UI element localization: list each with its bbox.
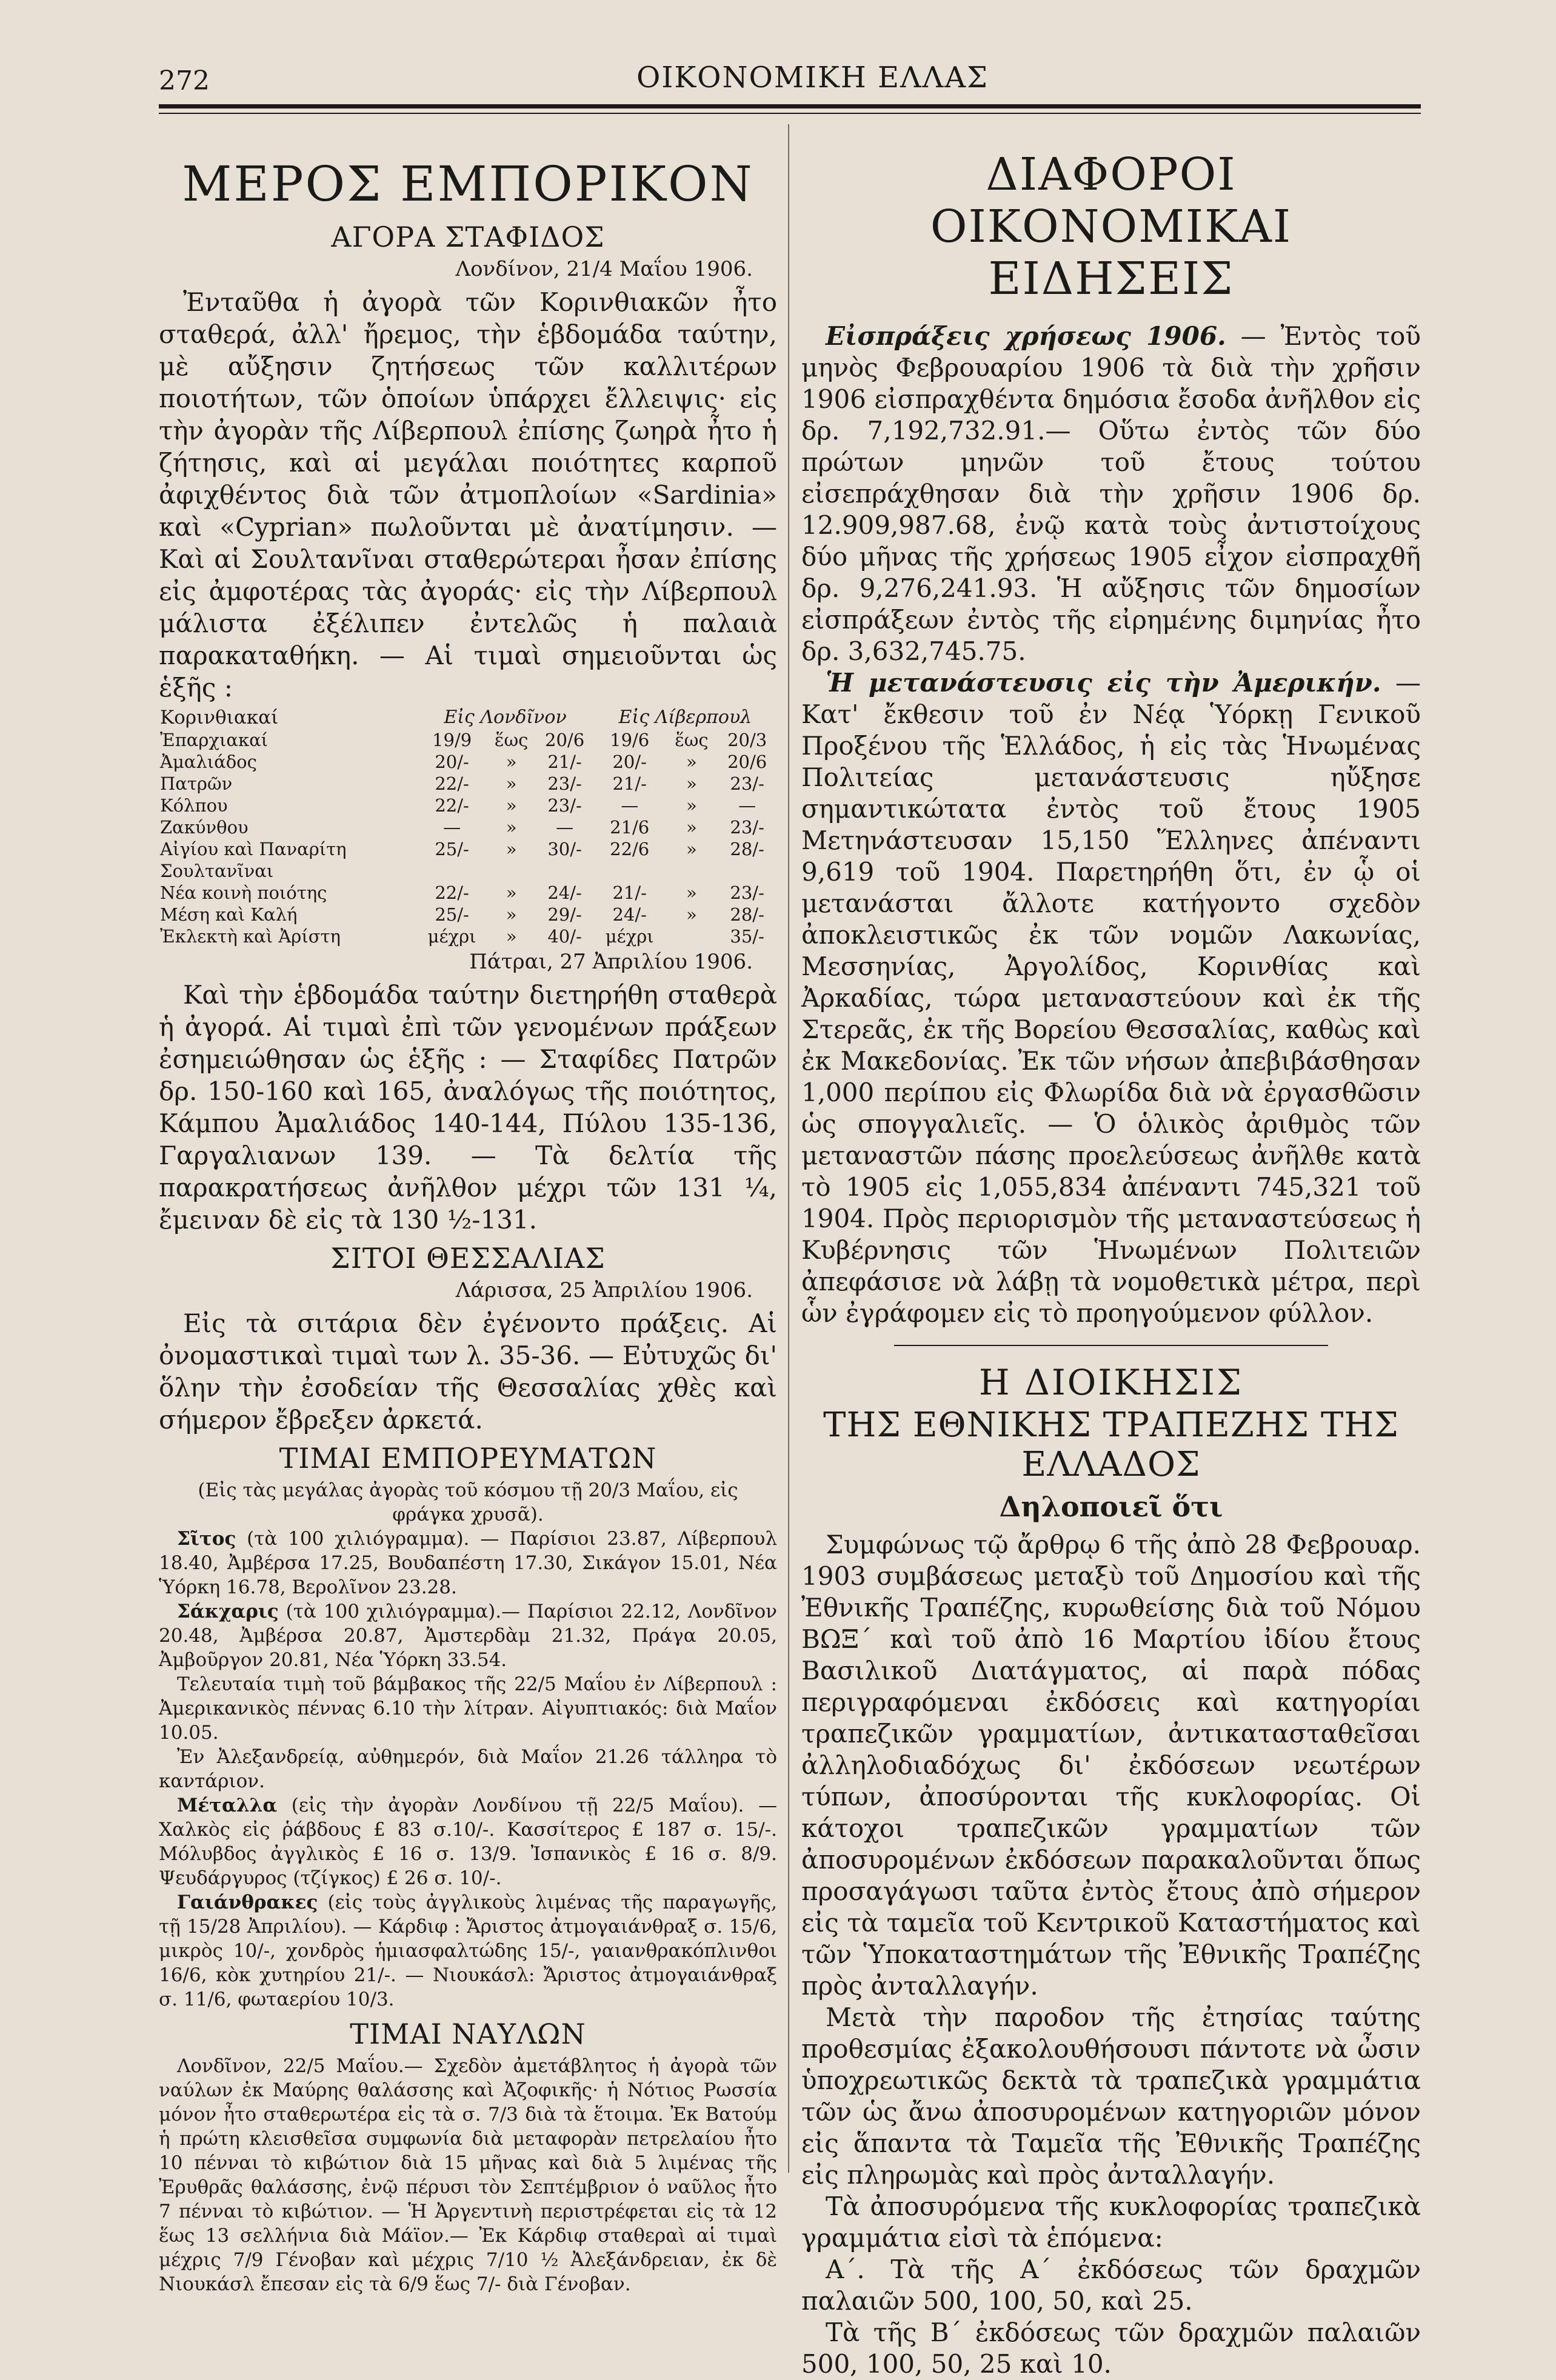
patras-body: Καὶ τὴν ἑβδομάδα ταύτην διετηρήθη σταθερὰ ἡ ἀγορά. Αἱ τιμαὶ ἐπὶ τῶν γενομένων πράξεων ἐσημειώθησαν ὡς ἑξῆς : — Σταφίδες Πατρῶν δρ. 150-160 καὶ 165, ἀναλόγως τῆς ποιότητος, Κάμπου Ἀμαλιάδος 140-144, Πύλου 135-136, Γαργαλιανων 139. — Τὰ δελτία τῆς παρακρατήσεως ἀνῆλθον μέχρι τῶν 131 ¼, ἔμειναν δὲ εἰς τὰ 130 ½-131. [159, 980, 777, 1235]
table-cell-r2 [717, 860, 777, 882]
sitoi-dateline: Λάρισσα, 25 Ἀπριλίου 1906. [455, 1278, 753, 1302]
table-cell-r2: 23/- [730, 882, 764, 903]
staphis-dateline: Λονδίνον, 21/4 Μαΐου 1906. [455, 257, 753, 281]
table-cell-r2: 20/3 [727, 730, 767, 750]
table-cell-l1: — [443, 817, 461, 838]
table-cell-l1: 22/- [435, 795, 469, 816]
bank-announce: Δηλοποιεῖ ὅτι [999, 1490, 1223, 1523]
table-head-item: Κορινθιακαί [160, 707, 279, 728]
table-row [159, 795, 777, 816]
table-cell-l2: 29/- [547, 904, 582, 925]
table-cell-r1: 22/6 [610, 839, 650, 859]
table-cell-name: Νέα κοινὴ ποιότης [160, 882, 327, 903]
table-cell-name: Ζακύνθου [160, 817, 249, 838]
table-cell-r1: 21/6 [610, 817, 650, 838]
table-cell-l2 [536, 860, 593, 882]
list-item [159, 1745, 777, 1793]
sitoi-body: Εἰς τὰ σιτάρια δὲν ἐγένοντο πράξεις. Αἱ ὀνομαστικαὶ τιμαὶ των λ. 35-36. — Εὐτυχῶς δι' ὅλην τὴν ἐσοδείαν τῆς Θεσσαλίας χθὲς καὶ σήμερον ἔβρεξεν ἀρκετά. [159, 1308, 777, 1435]
table-cell-l2: 21/- [547, 752, 582, 772]
table-cell-s2: » [686, 773, 697, 794]
table-cell-r1: 21/- [612, 773, 647, 794]
table-cell-s2: » [686, 904, 697, 925]
paragraph-text: — Κατ' ἔκθεσιν τοῦ ἐν Νέᾳ Ὑόρκῃ Γενικοῦ Προξένου τῆς Ἑλλάδος, ἡ εἰς τὰς Ἡνωμένας Πολιτείας μετανάστευσις ηὔξησε σημαντικώτατα ἐντὸς τοῦ ἔτους 1905 Μετηνάστευσαν 15,150 Ἕλληνες ἀπέναντι 9,619 τοῦ 1904. Παρετηρήθη ὅτι, ἐν ᾧ οἱ μετανάσται ἄλλοτε κατήγοντο σχεδὸν ἀποκλειστικῶς ἐκ τῶν νομῶν Λακωνίας, Μεσσηνίας, Ἀργολίδος, Κορινθίας καὶ Ἀρκαδίας, τώρα μεταναστεύουν καὶ ἐκ τῆς Στερεᾶς, ἐκ τῆς Βορείου Θεσσαλίας, καθὼς καὶ ἐκ Μακεδονίας. Ἐκ τῶν νήσων ἀπεβιβάσθησαν 1,000 περίπου εἰς Φλωρίδα διὰ νὰ ἐργασθῶσιν ὡς σπογγαλιεῖς. — Ὁ ὁλικὸς ἀριθμὸς τῶν μεταναστῶν πάσης προελεύσεως ἀνῆλθε κατὰ τὸ 1905 εἰς 1,055,834 ἀπέναντι 745,321 τοῦ 1904. Πρὸς περιορισμὸν τῆς μεταναστεύσεως ἡ Κυβέρνησις τῶν Ἡνωμένων Πολιτειῶν ἀπεφάσισε νὰ λάβῃ τὰ νομοθετικὰ μέτρα, περὶ ὧν ἐγράφομεν εἰς τὸ προηγούμενον φύλλον. [801, 668, 1421, 1328]
table-cell-r1: μέχρι [605, 926, 654, 947]
paragraph-lead: Ἡ μετανάστευσις εἰς τὴν Ἀμερικήν. [826, 668, 1381, 698]
table-head-london: Εἰς Λονδῖνον [444, 707, 567, 728]
table-cell-s1: » [506, 773, 517, 794]
table-cell-l2: 24/- [547, 882, 582, 903]
table-row [159, 838, 777, 860]
table-cell-s2: » [686, 795, 697, 816]
table-cell-l1: 19/9 [432, 730, 472, 750]
table-cell-l1 [417, 860, 487, 882]
table-cell-l2: 40/- [547, 926, 582, 947]
list-item [159, 1672, 777, 1745]
table-cell-l2: 30/- [547, 839, 582, 859]
staphis-body: Ἐνταῦθα ἡ ἀγορὰ τῶν Κορινθιακῶν ἦτο σταθερά, ἀλλ' ἤρεμος, τὴν ἑβδομάδα ταύτην, μὲ αὔξησιν ζητήσεως τῶν καλλιτέρων ποιοτήτων, τῶν ὁποίων ὑπάρχει ἔλλειψις· εἰς τὴν ἀγορὰν τῆς Λίβερπουλ ἐπίσης ζωηρὰ ἦτο ἡ ζήτησις, καὶ αἱ μεγάλαι ποιότητες καρποῦ ἀφιχθέντος διὰ τῶν ἀτμοπλοίων «Sardinia» καὶ «Cyprian» πωλοῦνται μὲ ἀνατίμησιν. — Καὶ αἱ Σουλτανῖναι σταθερώτεραι ἦσαν ἐπίσης εἰς ἀμφοτέρας τὰς ἀγοράς· εἰς τὴν Λίβερπουλ μάλιστα ἐξέλιπεν ἐντελῶς ἡ παλαιὰ παρακαταθήκη. — Αἱ τιμαὶ σημειοῦνται ὡς ἑξῆς : [159, 287, 777, 702]
table-row [159, 904, 777, 925]
table-cell-name: Μέση καὶ Καλή [160, 904, 298, 925]
patras-dateline: Πάτραι, 27 Ἀπριλίου 1906. [469, 950, 753, 974]
table-row [159, 751, 777, 773]
table-cell-s2: ἕως [675, 730, 709, 750]
table-cell-name: Πατρῶν [160, 773, 233, 794]
table-cell-s1: » [506, 817, 517, 838]
item-label: Γαιάνθρακες [177, 1892, 318, 1913]
table-cell-s2: » [686, 817, 697, 838]
table-row [159, 860, 777, 882]
table-cell-s1: » [506, 752, 517, 772]
table-cell-name: Ἐκλεκτὴ καὶ Ἀρίστη [160, 926, 341, 947]
table-cell-s2: » [686, 752, 697, 772]
naula-heading: ΤΙΜΑΙ ΝΑΥΛΩΝ [350, 2018, 586, 2050]
timai-heading: ΤΙΜΑΙ ΕΜΠΟΡΕΥΜΑΤΩΝ [279, 1442, 657, 1475]
item-text: Τελευταία τιμὴ τοῦ βάμβακος τῆς 22/5 Μαΐου ἐν Λίβερπουλ : Ἀμερικανικὸς πέννας 6.10 τὴν λίτραν. Αἰγυπτιακός: διὰ Μαΐον 10.05. [159, 1673, 777, 1744]
table-cell-r1 [593, 860, 666, 882]
table-cell-r1: 20/- [612, 752, 647, 772]
item-text: Ἐν Ἀλεξανδρείᾳ, αὐθημερόν, διὰ Μαΐον 21.26 τάλληρα τὸ κανтάριον. [159, 1746, 777, 1792]
right-column [801, 124, 1421, 2380]
table-cell-s1: » [506, 926, 517, 947]
item-text: (τὰ 100 χιλιόγραμμα).— Παρίσιοι 22.12, Λονδῖνον 20.48, Ἀμβέρσα 20.87, Ἀμστερδὰμ 21.32, Πράγα 20.05, Ἀμβοῦργον 20.81, Νέα Ὑόρκη 33.54. [159, 1601, 777, 1671]
item-label: Σάκχαρις [177, 1601, 279, 1622]
table-row [159, 882, 777, 904]
bank-paragraph: Μετὰ τὴν παροδον τῆς ἐτησίας ταύτης προθεσμίας ἐξακολουθήσουσι πάντοτε νὰ ὦσιν ὑποχρεωτικῶς δεκτὰ τὰ τραπεζικὰ γραμμάτια τῶν ὡς ἄνω ἀποσυρομένων κατηγοριῶν μόνον εἰς ἅπαντα τὰ Ταμεῖα τῆς Ἐθνικῆς Τραπέζης εἰς πληρωμὰς καὶ πρὸς ἀνταλλαγήν. [801, 2002, 1421, 2190]
table-cell-r1: 21/- [612, 882, 647, 903]
bank-heading: Η ΔΙΟΙΚΗΣΙΣ [978, 1362, 1244, 1403]
bank-paragraph: Συμφώνως τῷ ἄρθρῳ 6 τῆς ἀπὸ 28 Φεβρουαρ. 1903 συμβάσεως μεταξὺ τοῦ Δημοσίου καὶ τῆς Ἐθνικῆς Τραπέζης, κυρωθείσης διὰ τοῦ Νόμου ΒΩΞ΄ καὶ τοῦ ἀπὸ 16 Μαρτίου ἰδίου ἔτους Βασιλικοῦ Διατάγματος, αἱ παρὰ πόδας περιγραφόμεναι ἐκδόσεις καὶ κατηγορίαι τραπεζικῶν γραμματίων, ἀντικατασταθεῖσαι ἀλληλοδιαδόχως δι' ἐκδόσεων νεωτέρων τύπων, ἀποσύρονται τῆς κυκλοφορίας. Οἱ κάτοχοι τραπεζικῶν γραμματίων τῶν ἀποσυρομένων ἐκδόσεων παρακαλοῦνται ὅπως προσαγάγωσι ταῦτα ἐντὸς ἔτους ἀπὸ σήμερον εἰς τὰ ταμεῖα τοῦ Κεντρικοῦ Καταστήματος καὶ τῶν Ὑποκαταστημάτων τῆς Ἐθνικῆς Τραπέζης πρὸς ἀνταλλαγήν. [801, 1530, 1421, 2001]
table-cell-l2: — [556, 817, 574, 838]
item-label: Σῖτος [177, 1528, 236, 1550]
table-cell-l1: 25/- [435, 904, 469, 925]
bank-paragraph: Α΄. Τὰ τῆς Α΄ ἐκδόσεως τῶν δραχμῶν παλαιῶν 500, 100, 50, καὶ 25. [801, 2255, 1421, 2316]
table-cell-name: Ἀμαλιάδος [160, 752, 257, 772]
section-divider [894, 1345, 1327, 1346]
table-cell-l1: 20/- [435, 752, 469, 772]
table-cell-r1: 19/6 [610, 730, 650, 750]
list-item [159, 1793, 777, 1890]
table-cell-l2: 23/- [547, 795, 582, 816]
table-cell-l2: 23/- [547, 773, 582, 794]
table-cell-r1: 24/- [612, 904, 647, 925]
item-text: (εἰς τὴν ἀγορὰν Λονδίνου τῇ 22/5 Μαΐου). — Χαλκὸς εἰς ῥάβδους £ 83 σ.10/-. Κασσίτερος £ 187 σ. 15/-. Μόλυβδος ἀγγλικὸς £ 16 σ. 13/9. Ἰσπανικὸς £ 16 σ. 8/9. Ψευδάργυρος (τζίγκος) £ 26 σ. 10/-. [159, 1795, 777, 1889]
table-cell-s1: » [506, 839, 517, 859]
table-row [159, 773, 777, 795]
table-row [159, 729, 777, 751]
list-item [159, 1890, 777, 2012]
paragraph-lead: Εἰσπράξεις χρήσεως 1906. [826, 321, 1226, 351]
list-item [159, 1527, 777, 1599]
naula-body: Λονδῖνον, 22/5 Μαΐου.— Σχεδὸν ἀμετάβλητος ἡ ἀγορὰ τῶν ναύλων ἐκ Μαύρης θαλάσσης καὶ Ἀζοφικῆς· ἡ Νότιος Ρωσσία μόνον ἦτο σταθερωτέρα εἰς τὰ σ. 7/3 διὰ τὰ ἕτοιμα. Ἐκ Βατούμ ἡ πρώτη κλεισθεῖσα συμφωνία διὰ μεταφορὰν πετρελαίου ἦτο 10 πένναι τὸ κιβώτιον διὰ 15 μῆνας καὶ διὰ 5 λιμένας τῆς Ἐρυθρᾶς θαλάσσης, ἐνῷ πέρυσι τὸν Σεπτέμβριον ὁ ναῦλος ἦτο 7 πένναι τὸ κιβώτιον. — Ἡ Ἀργεντινὴ περιστρέφεται εἰς τὰ 12 ἕως 13 σελλήνια διὰ Μάϊον.— Ἐκ Κάρδιφ σταθεραὶ αἱ τιμαὶ μέχρις 7/9 Γένοβαν καὶ μέχρις 7/10 ½ Ἀλεξάνδρειαν, ἐκ δὲ Νιουκάσλ ἔπεσαν εἰς τὰ 6/9 ἕως 7/- διὰ Γένοβαν. [159, 2055, 777, 2295]
item-label: Μέταλλα [177, 1795, 278, 1816]
table-cell-r2: 23/- [730, 817, 764, 838]
table-cell-name: Σουλτανῖναι [160, 861, 274, 881]
sitoi-heading: ΣΙΤΟΙ ΘΕΣΣΑΛΙΑΣ [330, 1242, 606, 1275]
item-text: (εἰς τοὺς ἀγγλικοὺς λιμένας τῆς παραγωγῆς, τῇ 15/28 Ἀπριλίου). — Κάρδιφ : Ἄριστος ἀτμογαιάνθραξ σ. 15/6, μικρὸς 10/-, χονδρὸς ἡμιασφαλτώδης 15/-, γαιανθρακόπλινθοι 16/6, κὸκ χυτηρίου 21/-. — Νιουκάσλ: Ἄριστος ἀτμογαιάνθραξ σ. 11/6, φωταερίου 10/3. [159, 1892, 777, 2010]
price-table [159, 706, 777, 947]
table-cell-r2: 20/6 [727, 752, 767, 772]
bank-paragraph: Τὰ τῆς Β΄ ἐκδόσεως τῶν δραχμῶν παλαιῶν 500, 100, 50, 25 καὶ 10. [801, 2318, 1421, 2379]
table-cell-s2: » [686, 839, 697, 859]
table-cell-s1: » [506, 904, 517, 925]
eidiseis-paragraph-2 [801, 667, 1421, 1329]
table-cell-r2: — [738, 795, 756, 816]
list-item [159, 1599, 777, 1672]
table-cell-l1: 22/- [435, 882, 469, 903]
table-cell-l2: 20/6 [545, 730, 585, 750]
table-cell-r2: 23/- [730, 773, 764, 794]
table-cell-s2: » [686, 882, 697, 903]
table-cell-r2: 28/- [730, 839, 764, 859]
table-row [159, 925, 777, 947]
table-cell-l1: 22/- [435, 773, 469, 794]
section-title: ΜΕΡΟΣ ΕΜΠΟΡΙΚΟΝ [182, 156, 754, 212]
journal-title: ΟΙΚΟΝΟΜΙΚΗ ΕΛΛΑΣ [636, 61, 989, 95]
bank-paragraph: Τὰ ἀποσυρόμενα τῆς κυκλοφορίας τραπεζικὰ γραμμάτια εἰσὶ τὰ ἑπόμενα: [801, 2192, 1421, 2253]
table-cell-s1: ἕως [494, 730, 529, 750]
table-cell-name: Κόλπου [160, 795, 228, 816]
table-cell-r1: — [621, 795, 639, 816]
page-number: 272 [159, 65, 210, 96]
timai-subnote: (Εἰς τὰς μεγάλας ἀγορὰς τοῦ κόσμου τῇ 20/3 Μαΐου, εἰς φράγκα χρυσᾶ). [198, 1479, 738, 1525]
left-column [159, 124, 777, 2296]
table-row [159, 816, 777, 838]
table-cell-name: Ἐπαρχιακαί [160, 730, 269, 750]
table-head-liverpool: Εἰς Λίβερπουλ [618, 707, 752, 728]
eidiseis-heading: ΔΙΑΦΟΡΟΙ ΟΙΚΟΝΟΜΙΚΑΙ ΕΙΔΗΣΕΙΣ [930, 148, 1292, 305]
table-cell-s1: » [506, 882, 517, 903]
table-cell-r2: 35/- [730, 926, 764, 947]
bank-subheading: ΤΗΣ ΕΘΝΙΚΗΣ ΤΡΑΠΕΖΗΣ ΤΗΣ ΕΛΛΑΔΟΣ [823, 1405, 1399, 1484]
table-cell-s1: » [506, 795, 517, 816]
header-rule [159, 104, 1421, 108]
table-cell-l1: μέχρι [427, 926, 476, 947]
table-cell-r2: 28/- [730, 904, 764, 925]
item-text: (τὰ 100 χιλιόγραμμα). — Παρίσιοι 23.87, Λίβερπουλ 18.40, Ἀμβέρσα 17.25, Βουδαπέστη 17.30, Σικάγον 15.01, Νέα Ὑόρκη 16.78, Βερολῖνον 23.28. [159, 1528, 777, 1598]
table-cell-s2 [666, 925, 718, 947]
table-cell-l1: 25/- [435, 839, 469, 859]
table-cell-s2 [666, 860, 718, 882]
table-cell-s1 [487, 860, 536, 882]
paragraph-text: — Ἐντὸς τοῦ μηνὸς Φεβρουαρίου 1906 τὰ διὰ τὴν χρῆσιν 1906 εἰσπραχθέντα δημόσια ἔσοδα ἀνῆλθον εἰς δρ. 7,192,732.91.— Οὕτω ἐντὸς τῶν δύο πρώτων μηνῶν τοῦ ἔτους τούτου εἰσεπράχθησαν διὰ τὴν χρῆσιν 1906 δρ. 12.909,987.68, ἐνῷ κατὰ τοὺς ἀντιστοίχους δύο μῆνας τῆς χρήσεως 1905 εἶχον εἰσπραχθῆ δρ. 9,276,241.93. Ἡ αὔξησις τῶν δημοσίων εἰσπράξεων ἐντὸς τῆς εἰρημένης διμηνίας ἦτο δρ. 3,632,745.75. [801, 321, 1421, 666]
table-cell-name: Αἰγίου καὶ Παναρίτη [160, 839, 347, 859]
header-rule-thin [159, 113, 1421, 114]
eidiseis-paragraph-1 [801, 321, 1421, 667]
column-divider [788, 124, 789, 2173]
staphis-heading: ΑΓΟΡΑ ΣΤΑΦΙΔΟΣ [331, 221, 605, 253]
